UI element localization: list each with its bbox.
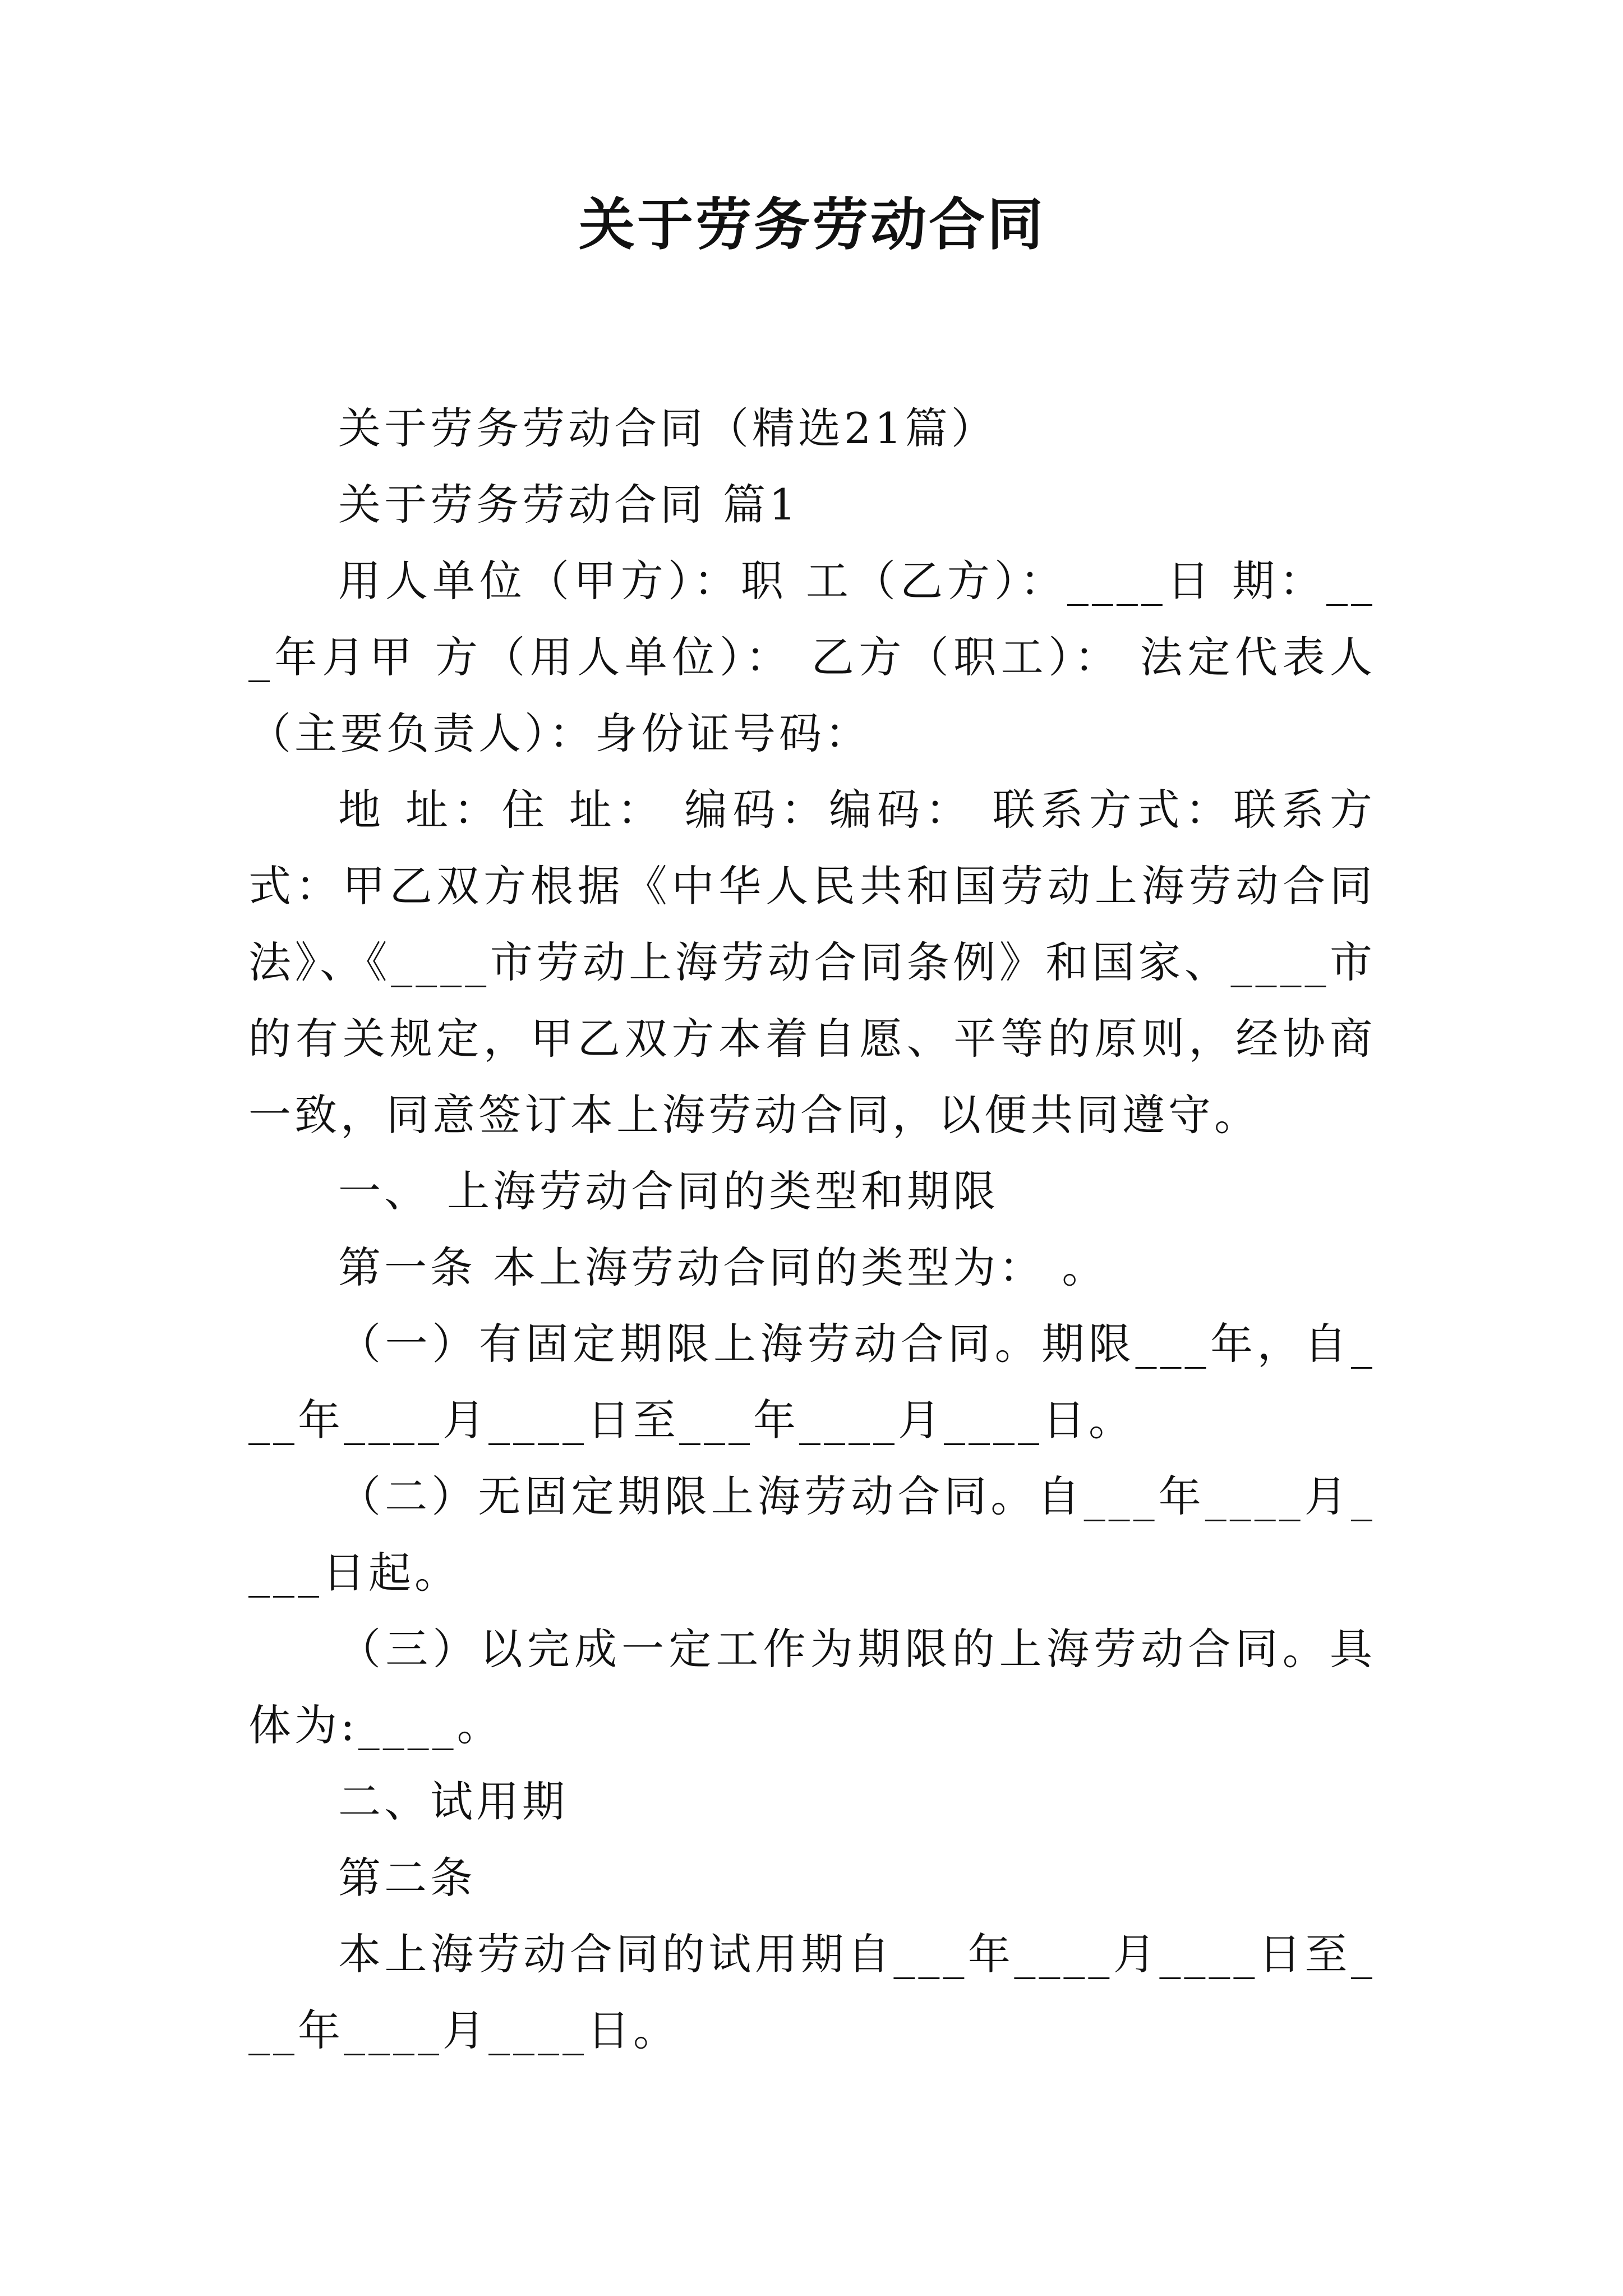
paragraph-chapter-2: 二、试用期 [338,1777,568,1826]
document-page [248,185,1376,2069]
paragraph-item-1: （一）有固定期限上海劳动合同。期限___年，自___年____月____日至___年____月____日。 [248,1319,1376,1445]
paragraph-chapter-1: 一、 上海劳动合同的类型和期限 [338,1166,999,1216]
paragraph-article-1: 第一条 本上海劳动合同的类型为： 。 [338,1243,1108,1292]
document-title: 关于劳务劳动合同 [579,191,1045,257]
paragraph-item-3: （三）以完成一定工作为期限的上海劳动合同。具体为:____。 [248,1624,1376,1750]
paragraph-item-2: （二）无固定期限上海劳动合同。自___年____月____日起。 [248,1471,1376,1598]
paragraph-address-basis: 地 址：住 址： 编码：编码： 联系方式：联系方式：甲乙双方根据《中华人民共和国劳动上海劳动合同法》、《____市劳动上海劳动合同条例》和国家、____市的有关规定，甲乙双方本着自愿、平等的原则，经协商一致，同意签订本上海劳动合同，以便共同遵守。 [248,785,1376,1140]
paragraph-article-2: 第二条 [338,1853,476,1903]
paragraph-probation: 本上海劳动合同的试用期自___年____月____日至___年____月____日。 [248,1929,1376,2055]
paragraph-section-heading: 关于劳务劳动合同 篇1 [338,480,800,530]
paragraph-subtitle: 关于劳务劳动合同（精选21篇） [338,403,997,453]
paragraph-parties: 用人单位（甲方）：职 工（乙方）：____日 期：___年月甲 方（用人单位）： 乙方（职工）： 法定代表人（主要负责人）：身份证号码： [248,556,1376,758]
